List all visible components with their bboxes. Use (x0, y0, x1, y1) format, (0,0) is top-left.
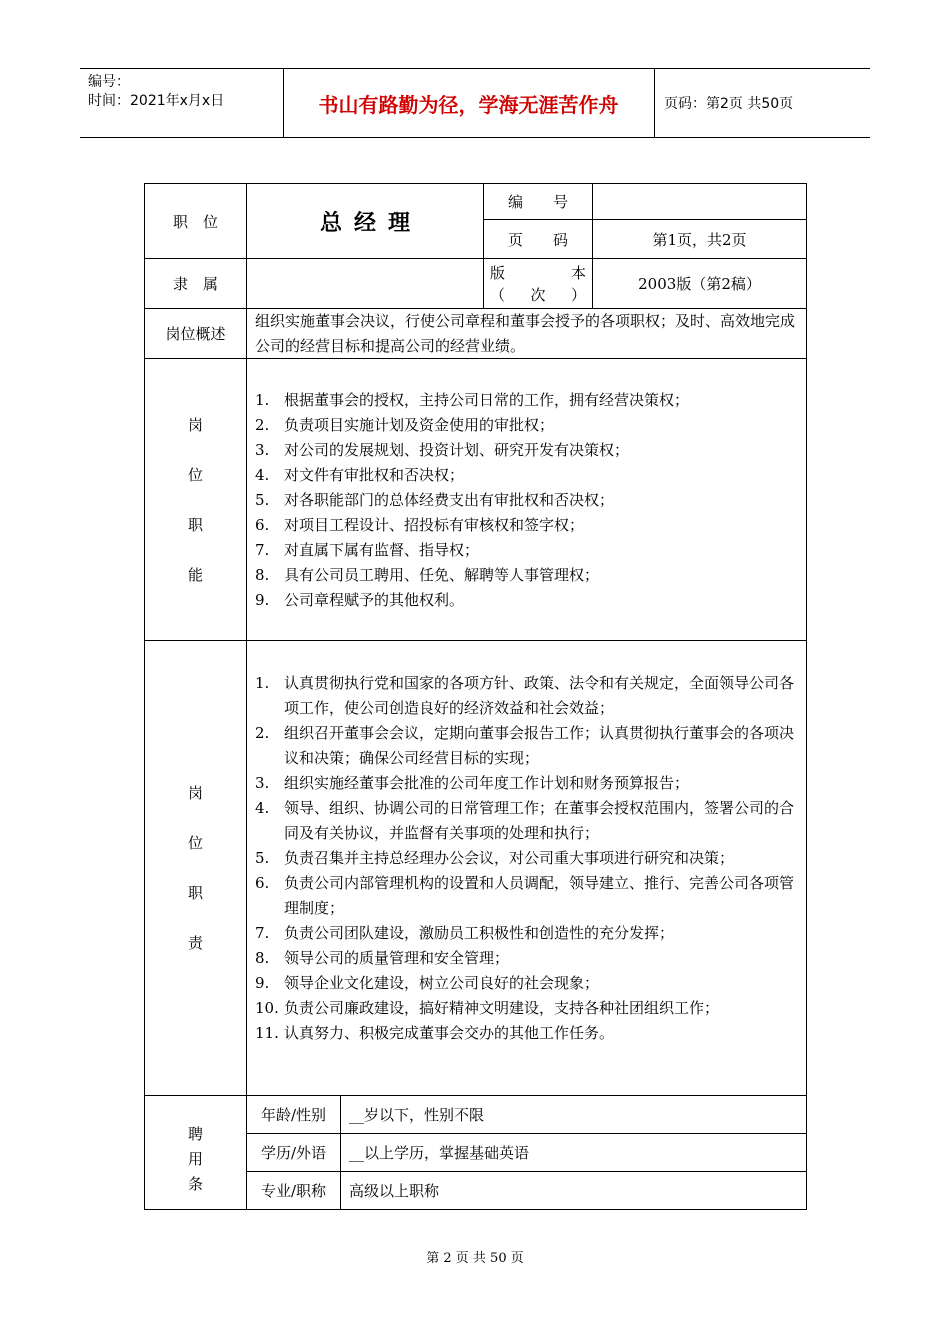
col-rule (246, 184, 247, 1209)
hire-key-title: 专业/职称 (260, 1182, 327, 1200)
hire-value-education: __以上学历，掌握基础英语 (349, 1144, 530, 1162)
item-number: 2. (255, 416, 270, 434)
page-number-value: 第1页，共2页 (652, 230, 747, 249)
duty-label-char: 职 (187, 884, 203, 902)
item-number: 4. (255, 466, 270, 484)
item-number: 11. (255, 1024, 279, 1042)
version-value: 2003版（第2稿） (638, 275, 761, 293)
list-item (255, 921, 801, 946)
function-label-char: 位 (187, 465, 203, 484)
list-item (255, 796, 801, 846)
list-item (255, 671, 801, 721)
duty-label-char: 位 (187, 834, 203, 852)
item-number: 5. (255, 491, 270, 509)
item-text: 认真努力、积极完成董事会交办的其他工作任务。 (284, 1024, 615, 1042)
item-text: 公司章程赋予的其他权利。 (284, 591, 465, 609)
list-item (255, 538, 801, 563)
item-number: 9. (255, 591, 270, 609)
item-number: 8. (255, 566, 270, 584)
version-label: 版 本（次） (490, 263, 586, 304)
list-item (255, 388, 801, 413)
item-text: 对直属下属有监督、指导权； (284, 541, 480, 559)
summary-text: 组织实施董事会决议，行使公司章程和董事会授予的各项职权；及时、高效地完成公司的经营目标和提高公司的经营业绩。 (255, 312, 796, 355)
list-item (255, 463, 801, 488)
list-item (255, 996, 801, 1021)
doc-number-label: 编号： (88, 74, 130, 90)
summary-label: 岗位概述 (165, 325, 226, 343)
duty-label (145, 641, 246, 1095)
hire-label-char: 用 (187, 1150, 203, 1168)
header-motto: 书山有路勤为径，学海无涯苦作舟 (318, 92, 619, 117)
item-number: 1. (255, 674, 270, 692)
list-item (255, 588, 801, 613)
function-label-char: 职 (187, 515, 203, 534)
function-label-char: 能 (187, 565, 203, 584)
number-label: 编 号 (507, 193, 568, 211)
item-number: 7. (255, 541, 270, 559)
item-number: 7. (255, 924, 270, 942)
hire-label-char: 条 (187, 1175, 203, 1193)
item-text: 根据董事会的授权，主持公司日常的工作，拥有经营决策权； (284, 391, 690, 409)
item-number: 9. (255, 974, 270, 992)
item-number: 8. (255, 949, 270, 967)
item-text: 负责公司内部管理机构的设置和人员调配，领导建立、推行、完善公司各项管理制度； (284, 874, 795, 917)
hire-label (145, 1122, 246, 1209)
page-header (80, 68, 870, 138)
item-text: 具有公司员工聘用、任免、解聘等人事管理权； (284, 566, 600, 584)
list-item (255, 846, 801, 871)
function-list (255, 388, 801, 613)
function-label-char: 岗 (187, 415, 203, 434)
item-number: 10. (255, 999, 279, 1017)
item-text: 领导公司的质量管理和安全管理； (284, 949, 510, 967)
item-text: 对文件有审批权和否决权； (284, 466, 465, 484)
item-text: 领导企业文化建设，树立公司良好的社会现象； (284, 974, 600, 992)
item-number: 1. (255, 391, 270, 409)
item-text: 认真贯彻执行党和国家的各项方针、政策、法令和有关规定，全面领导公司各项工作，使公司创造良好的经济效益和社会效益； (284, 674, 795, 717)
list-item (255, 721, 801, 771)
item-number: 2. (255, 724, 270, 742)
item-text: 负责项目实施计划及资金使用的审批权； (284, 416, 555, 434)
list-item (255, 871, 801, 921)
doc-date: 时间：2021年x月x日 (88, 93, 225, 109)
belong-value (247, 259, 483, 308)
item-text: 组织实施经董事会批准的公司年度工作计划和财务预算报告； (284, 774, 690, 792)
list-item (255, 563, 801, 588)
col-rule (340, 1095, 341, 1209)
item-text: 对各职能部门的总体经费支出有审批权和否决权； (284, 491, 615, 509)
list-item (255, 488, 801, 513)
header-divider (654, 69, 655, 137)
page-number-label: 页 码 (507, 230, 568, 249)
job-description-table (144, 183, 807, 1210)
item-number: 3. (255, 774, 270, 792)
duty-list (255, 671, 801, 1046)
hire-value-age: __岁以下，性别不限 (349, 1106, 485, 1124)
position-label: 职 位 (172, 212, 218, 231)
hire-value-title: 高级以上职称 (349, 1182, 440, 1200)
number-value (593, 184, 806, 219)
list-item (255, 971, 801, 996)
list-item (255, 513, 801, 538)
item-text: 负责公司廉政建设，搞好精神文明建设，支持各种社团组织工作； (284, 999, 720, 1017)
duty-label-char: 责 (187, 934, 203, 952)
page-footer: 第 2 页 共 50 页 (426, 1251, 524, 1266)
list-item (255, 1021, 801, 1046)
item-text: 领导、组织、协调公司的日常管理工作；在董事会授权范围内，签署公司的合同及有关协议，并监督有关事项的处理和执行； (284, 799, 795, 842)
list-item (255, 413, 801, 438)
list-item (255, 771, 801, 796)
hire-label-char: 聘 (187, 1125, 203, 1143)
item-number: 5. (255, 849, 270, 867)
function-label (145, 359, 246, 640)
list-item (255, 438, 801, 463)
item-number: 6. (255, 516, 270, 534)
hire-key-age: 年龄/性别 (260, 1106, 327, 1124)
header-page-number: 页码：第2页 共50页 (664, 96, 794, 112)
item-text: 组织召开董事会会议，定期向董事会报告工作；认真贯彻执行董事会的各项决议和决策；确保公司经营目标的实现； (284, 724, 795, 767)
item-number: 6. (255, 874, 270, 892)
item-text: 对公司的发展规划、投资计划、研究开发有决策权； (284, 441, 630, 459)
list-item (255, 946, 801, 971)
hire-key-education: 学历/外语 (260, 1144, 327, 1162)
belong-label: 隶 属 (172, 275, 218, 293)
item-number: 3. (255, 441, 270, 459)
duty-label-char: 岗 (187, 784, 203, 802)
item-number: 4. (255, 799, 270, 817)
position-title: 总经理 (319, 210, 422, 236)
item-text: 对项目工程设计、招投标有审核权和签字权； (284, 516, 585, 534)
item-text: 负责公司团队建设，激励员工积极性和创造性的充分发挥； (284, 924, 675, 942)
header-left (88, 73, 224, 111)
item-text: 负责召集并主持总经理办公会议，对公司重大事项进行研究和决策； (284, 849, 735, 867)
